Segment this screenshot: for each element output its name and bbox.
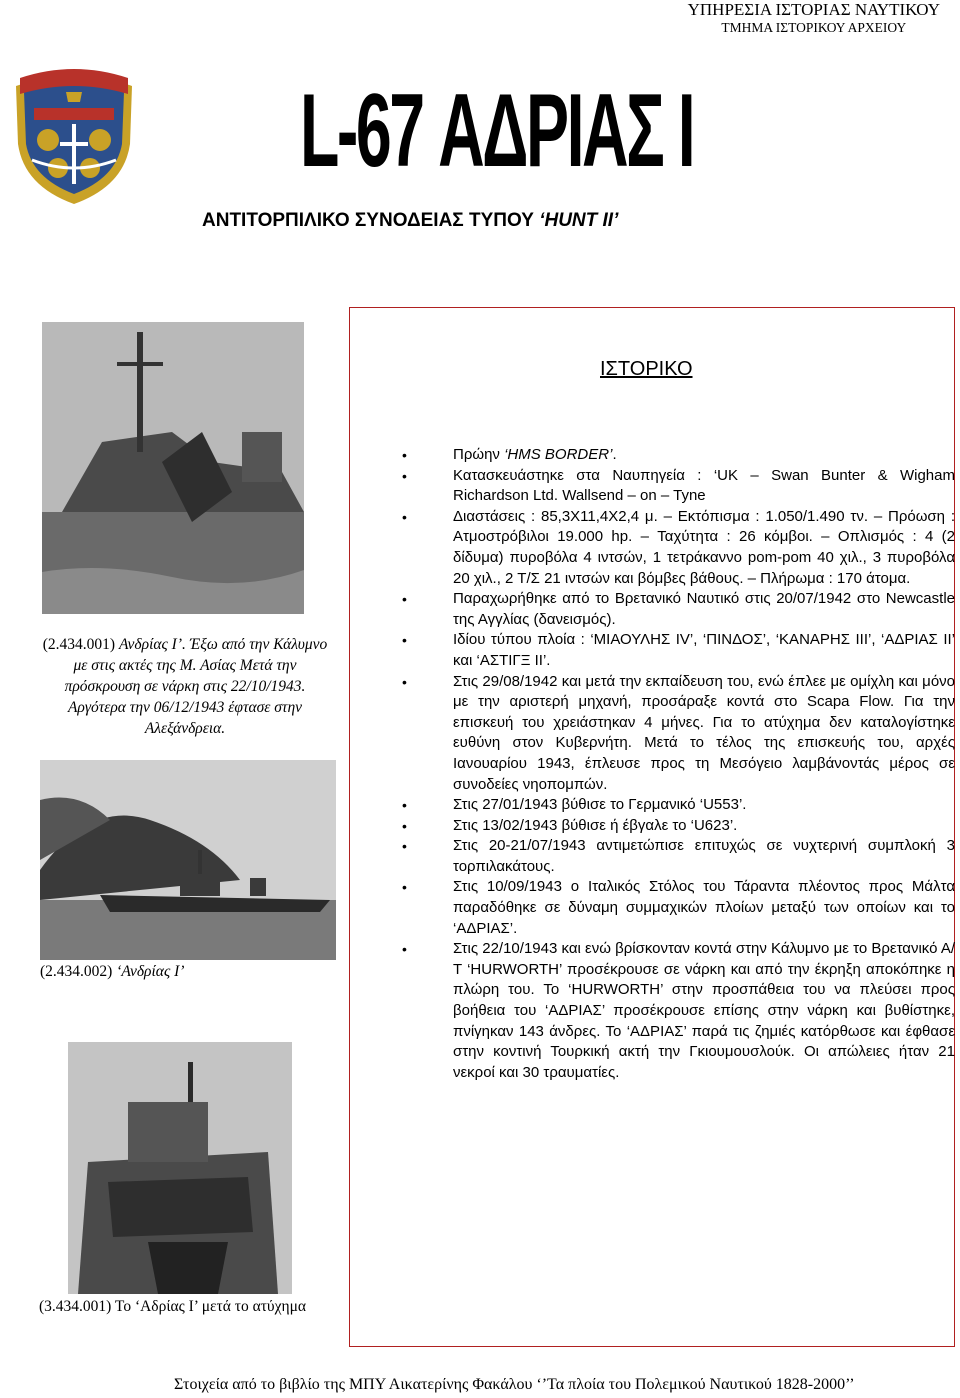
photo-ship-after-accident — [68, 1042, 292, 1294]
history-list — [398, 445, 955, 1083]
photo2-text: ‘Ανδρίας Ι’ — [116, 963, 185, 980]
header-line1: ΥΠΗΡΕΣΙΑ ΙΣΤΟΡΙΑΣ ΝΑΥΤΙΚΟΥ — [687, 0, 940, 19]
photo-placeholder-2 — [40, 760, 336, 960]
photo-placeholder-1 — [42, 322, 304, 614]
list-item: • Στις 27/01/1943 βύθισε το Γερμανικό ‘U553’. — [398, 795, 955, 816]
photo-placeholder-3 — [68, 1042, 292, 1294]
history-item-former-name: ‘HMS BORDER’ — [504, 446, 613, 463]
crest-icon — [6, 64, 142, 206]
photo-damaged-ship-kalymnos — [42, 322, 304, 614]
photo1-caption — [40, 634, 330, 739]
list-item: • Στις 10/09/1943 ο Ιταλικός Στόλος του Τάραντα πλέοντος προς Μάλτα παραδόθηκε σε δύναμη συμμαχικών πλοίων μεταξύ των οποίων και το ‘ΑΔΡΙΑΣ’. — [398, 877, 955, 939]
page-title: L-67 ΑΔΡΙΑΣ Ι — [300, 73, 694, 189]
subtitle-prefix: ΑΝΤΙΤΟΡΠΙΛΙΚΟ ΣΥΝΟΔΕΙΑΣ ΤΥΠΟΥ — [202, 210, 540, 231]
photo1-code: (2.434.001) — [42, 636, 119, 653]
ship-type-subtitle — [202, 210, 618, 232]
list-item: • Στις 29/08/1942 και μετά την εκπαίδευση του, ενώ έπλεε με ομίχλη και μόνο με την αριστερή μηχανή, προσάραξε κοντά στο Scapa Flow. Για την επισκευή του χρειάστηκαν 4 μήνες. Για το ατύχημα δεν καταλογίστηκε ευθύνη στον Κυβερνήτη. Μετά το τέλος της επισκευής του, αρχές Ιανουαρίου 1943, έπλευσε προς τη Μεσόγειο λαμβάνοντάς μέρος σε συνοδείες νηοπομπών. — [398, 672, 955, 796]
history-item-prefix: Πρώην — [453, 446, 505, 463]
list-item: • Διαστάσεις : 85,3Χ11,4Χ2,4 μ. – Εκτόπισμα : 1.050/1.490 τν. – Πρόωση : Ατμοστρόβιλοι 19.000 hp. – Ταχύτητα : 26 κόμβοι. – Οπλισμός : 4 (2 δίδυμα) πυροβόλα 4 ιντσών, 1 τετράκαννο pom-pom 40 χιλ., 3 πυροβόλα 20 χιλ., 2 Τ/Σ 21 ιντσών και βόμβες βάθους. – Πλήρωμα : 170 άτομα. — [398, 507, 955, 589]
source-footer: Στοιχεία από το βιβλίο της ΜΠΥ Αικατερίνης Φακάλου ‘’Τα πλοία του Πολεμικού Ναυτικού 1828-2000’’ — [174, 1376, 855, 1393]
subtitle-type: ‘HUNT II’ — [539, 210, 619, 231]
list-item: • Στις 20-21/07/1943 αντιμετώπισε επιτυχώς σε νυχτερινή συμπλοκή 3 τορπιλακάτους. — [398, 836, 955, 877]
photo2-code: (2.434.002) — [40, 963, 117, 980]
department-header — [688, 0, 940, 35]
photo3-caption: (3.434.001) Το ‘Αδρίας Ι’ μετά το ατύχημα — [39, 1298, 307, 1315]
list-item: • Στις 13/02/1943 βύθισε ή έβγαλε το ‘U623’. — [398, 816, 955, 837]
list-item: • Παραχωρήθηκε από το Βρετανικό Ναυτικό στις 20/07/1942 στο Newcastle της Αγγλίας (δανεισμός). — [398, 589, 955, 630]
photo1-text: Ανδρίας Ι’. Έξω από την Κάλυμνο με στις ακτές της Μ. Ασίας Μετά την πρόσκρουση σε νάρκη στις 22/10/1943. Αργότερα την 06/12/1943 έφτασε στην Αλεξάνδρεια. — [64, 636, 328, 737]
photo-ship-l67 — [40, 760, 336, 960]
history-item-suffix: . — [612, 446, 617, 463]
list-item — [398, 445, 955, 466]
ship-crest-logo — [6, 64, 142, 206]
header-line2: ΤΜΗΜΑ ΙΣΤΟΡΙΚΟΥ ΑΡΧΕΙΟΥ — [721, 19, 907, 35]
list-item: • Στις 22/10/1943 και ενώ βρίσκονταν κοντά στην Κάλυμνο με το Βρετανικό Α/Τ ‘HURWORTH’ προσέκρουσε σε νάρκη και από την έκρηξη αποκόπηκε η πλώρη του. Το ‘HURWORTH’ στην προσπάθεια του να πλεύσει προς βοήθεια του ‘ΑΔΡΙΑΣ’ προσέκρουσε επίσης στην νάρκη και βυθίστηκε, πνίγηκαν 143 άνδρες. Το ‘ΑΔΡΙΑΣ’ παρά τις ζημιές κατόρθωσε και έφθασε στην κοντινή Τουρκική ακτή την Γκιουμουσλούκ. Οι απώλειες ήταν 21 νεκροί και 30 τραυματίες. — [398, 939, 955, 1083]
list-item: • Κατασκευάστηκε στα Ναυπηγεία : ‘UK – Swan Bunter & Wigham Richardson Ltd. Wallsend – on – Tyne — [398, 466, 955, 507]
photo2-caption — [40, 961, 184, 982]
list-item: • Ιδίου τύπου πλοία : ‘ΜΙΑΟΥΛΗΣ IV’, ‘ΠΙΝΔΟΣ’, ‘ΚΑΝΑΡΗΣ ΙΙΙ’, ‘ΑΔΡΙΑΣ ΙΙ’ και ‘ΑΣΤΙΓΞ ΙΙ’. — [398, 630, 955, 671]
history-title: ΙΣΤΟΡΙΚΟ — [600, 358, 693, 380]
